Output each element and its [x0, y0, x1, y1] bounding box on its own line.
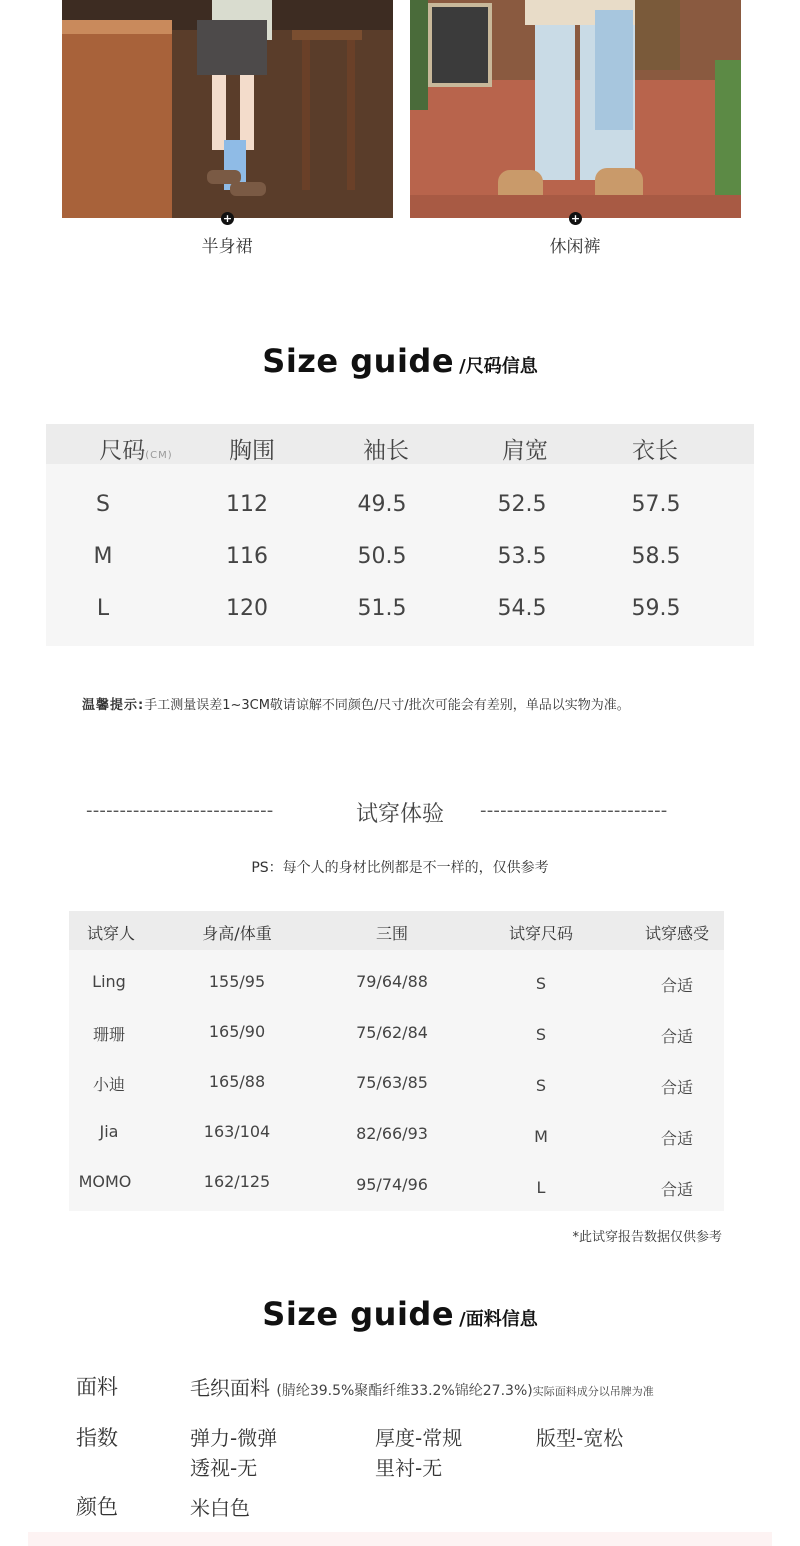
size-col-header: 胸围: [229, 438, 275, 464]
skirt-photo: [62, 0, 393, 218]
fabric-guide-subtitle: /面料信息: [459, 1309, 538, 1330]
try-on-ps: PS：每个人的身材比例都是不一样的，仅供参考: [251, 860, 549, 876]
try-col-header: 身高/体重: [202, 924, 272, 943]
index-label: 指数: [76, 1426, 118, 1450]
size-col-header: 袖长: [363, 438, 409, 464]
material-label: 面料: [76, 1375, 118, 1399]
try-col-header: 试穿人: [86, 924, 135, 943]
bottom-divider: [28, 1532, 772, 1546]
color-value: 米白色: [190, 1496, 250, 1520]
try-on-title: 试穿体验: [355, 802, 444, 827]
tip-label: 温馨提示:: [82, 698, 145, 713]
skirt-caption: 半身裙: [201, 237, 253, 257]
size-col-header: 肩宽: [502, 438, 548, 464]
divider-right: ----------------------------: [480, 800, 668, 821]
size-guide-title: Size guide: [262, 342, 455, 380]
try-col-header: 三围: [375, 924, 408, 943]
size-guide-subtitle: /尺码信息: [459, 356, 538, 377]
index-item: 版型-宽松: [536, 1426, 624, 1450]
material-value: 毛织面料 (腈纶39.5%聚酯纤维33.2%锦纶27.3%)实际面料成分以吊牌为准: [190, 1376, 654, 1400]
try-on-table: 试穿人 身高/体重 三围 试穿尺码 试穿感受 Ling 155/95 79/64/88 S 合适 珊珊 165/90 75/62/84 S 合适 小迪 165/88 75/63/85 S 合适 Jia 163/104 82/66/93 M 合适 MOMO 162/125 95/74/96 L 合适: [69, 911, 724, 1211]
size-guide-heading: [0, 342, 800, 380]
size-table: 尺码(CM) 胸围 袖长 肩宽 衣长 S 112 49.5 52.5 57.5 M 116 50.5 53.5 58.5 L 120 51.5 54.5 59.5: [46, 424, 754, 646]
material-detail: (腈纶39.5%聚酯纤维33.2%锦纶27.3%): [276, 1383, 533, 1399]
color-label: 颜色: [76, 1495, 118, 1519]
size-col-header: 尺码(CM): [99, 438, 173, 464]
index-item: 里衬-无: [375, 1456, 443, 1480]
tip-text: 手工测量误差1~3CM敬请谅解不同颜色/尺寸/批次可能会有差别，单品以实物为准。: [144, 698, 630, 713]
index-item: 透视-无: [190, 1456, 258, 1480]
index-item: 弹力-微弹: [190, 1426, 278, 1450]
pants-caption: 休闲裤: [549, 237, 601, 257]
try-col-header: 试穿感受: [644, 924, 709, 943]
fabric-guide-title: Size guide: [262, 1295, 455, 1333]
try-on-note: *此试穿报告数据仅供参考: [572, 1230, 722, 1245]
size-tip: [82, 694, 762, 713]
index-item: 厚度-常规: [375, 1426, 463, 1450]
pants-photo: [410, 0, 741, 218]
unit-label: (CM): [145, 450, 173, 461]
divider-left: ----------------------------: [86, 800, 274, 821]
plus-icon[interactable]: +: [222, 212, 233, 225]
fabric-guide-heading: [0, 1295, 800, 1333]
size-col-header: 衣长: [632, 438, 678, 464]
try-col-header: 试穿尺码: [508, 924, 573, 943]
material-note: 实际面料成分以吊牌为准: [532, 1385, 654, 1398]
plus-icon[interactable]: +: [570, 212, 581, 225]
